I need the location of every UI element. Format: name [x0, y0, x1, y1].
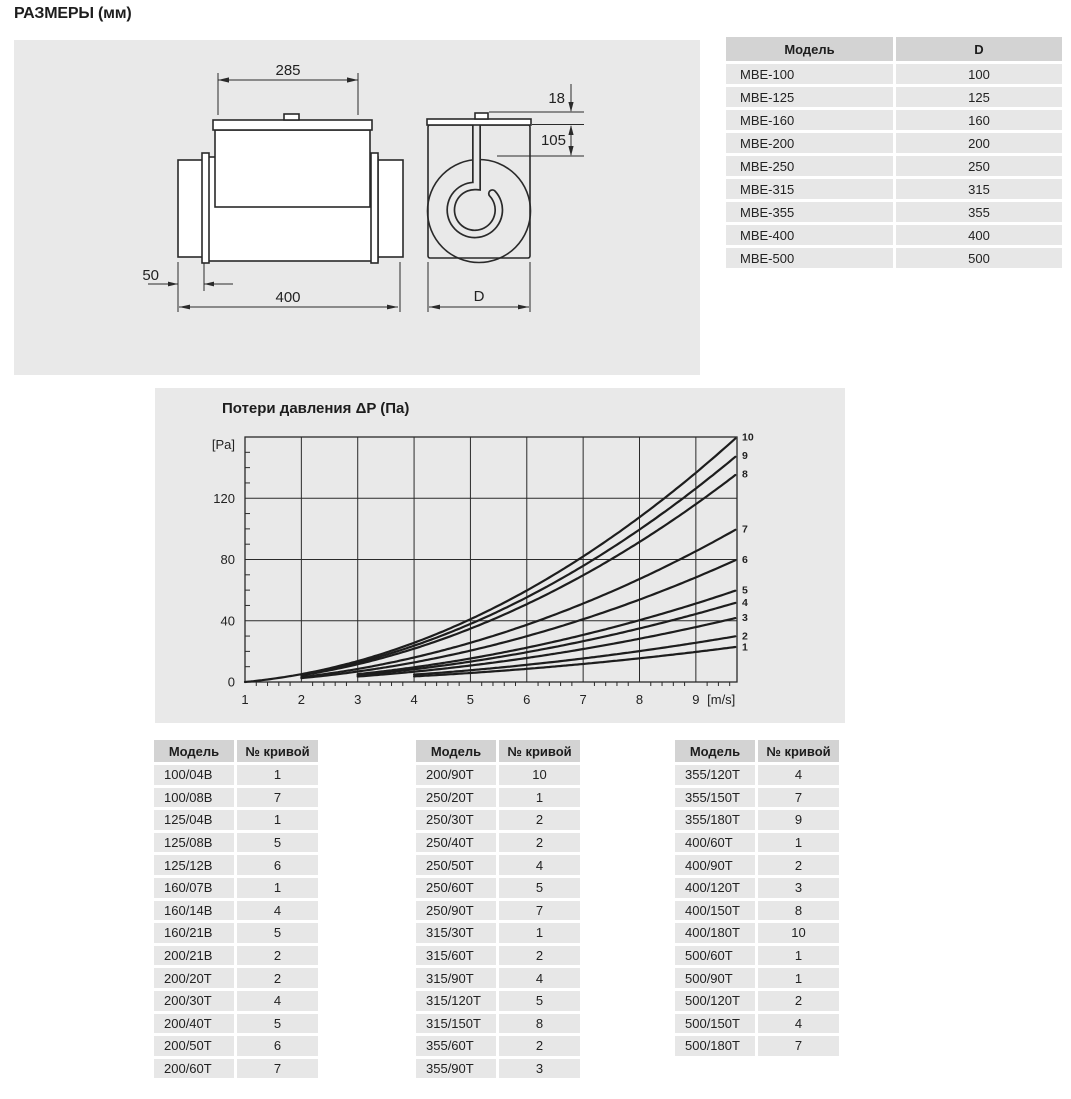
value-cell: 1 [499, 923, 580, 943]
header-cell: D [896, 37, 1062, 61]
model-cell: 400/180T [675, 923, 755, 943]
table-row [154, 923, 318, 943]
arrow-down-icon [568, 102, 573, 112]
table-row [675, 788, 839, 808]
model-cell: 200/90T [416, 765, 496, 785]
value-cell: 7 [237, 1059, 318, 1079]
lid-nub [284, 114, 299, 120]
value-cell: 4 [758, 1014, 839, 1034]
model-cell: 500/90T [675, 968, 755, 988]
table-row [726, 110, 1062, 130]
model-cell: 400/150T [675, 901, 755, 921]
header-cell: Модель [675, 740, 755, 762]
table-row [675, 810, 839, 830]
model-cell: 250/50T [416, 855, 496, 875]
value-cell: 125 [896, 87, 1062, 107]
model-cell: MBE-355 [726, 202, 893, 222]
table-row [675, 765, 839, 785]
y-axis-unit: [Pa] [211, 437, 235, 452]
x-tick-label: 3 [354, 692, 362, 707]
dim-lid-height: 18 [548, 90, 565, 107]
dim-total-length: 400 [275, 289, 301, 306]
table-row [726, 87, 1062, 107]
model-cell: MBE-500 [726, 248, 893, 268]
flange-left [202, 153, 209, 263]
value-cell: 160 [896, 110, 1062, 130]
x-axis-unit: [m/s] [707, 692, 736, 707]
value-cell: 6 [237, 1036, 318, 1056]
terminal-box-lid [213, 120, 372, 130]
table-row [726, 156, 1062, 176]
model-cell: MBE-160 [726, 110, 893, 130]
header-cell: № кривой [499, 740, 580, 762]
arrow-left-icon [179, 305, 190, 310]
model-cell: 200/50T [154, 1036, 234, 1056]
y-tick-label: 0 [227, 674, 235, 690]
model-cell: 200/60T [154, 1059, 234, 1079]
model-cell: MBE-125 [726, 87, 893, 107]
dimension-drawing [14, 40, 700, 375]
arrow-right-icon [347, 77, 358, 82]
curve-label-2: 2 [742, 630, 748, 643]
table-row [416, 991, 580, 1011]
table-row [154, 855, 318, 875]
value-cell: 1 [237, 878, 318, 898]
x-tick-label: 4 [410, 692, 418, 707]
value-cell: 4 [499, 968, 580, 988]
model-cell: MBE-315 [726, 179, 893, 199]
header-cell: Модель [726, 37, 893, 61]
value-cell: 2 [499, 946, 580, 966]
x-tick-label: 2 [297, 692, 305, 707]
model-cell: 200/20T [154, 968, 234, 988]
model-cell: 355/180T [675, 810, 755, 830]
table-row [154, 946, 318, 966]
pressure-loss-chart [155, 388, 845, 723]
table-row [675, 901, 839, 921]
table-row [154, 765, 318, 785]
terminal-box [215, 130, 370, 207]
front-lid [427, 119, 531, 125]
model-diameter-table [726, 37, 1062, 268]
curve-label-8: 8 [742, 468, 748, 481]
y-tick-label: 40 [220, 613, 235, 629]
table-row [416, 878, 580, 898]
heating-element-core [451, 123, 499, 234]
table-row [416, 1059, 580, 1079]
value-cell: 2 [499, 1036, 580, 1056]
model-cell: 125/08B [154, 833, 234, 853]
table-row [726, 225, 1062, 245]
value-cell: 250 [896, 156, 1062, 176]
table-row [416, 1036, 580, 1056]
table-row [416, 901, 580, 921]
model-cell: 125/12B [154, 855, 234, 875]
table-row [675, 946, 839, 966]
model-cell: 500/120T [675, 991, 755, 1011]
model-cell: 160/21B [154, 923, 234, 943]
y-tick-label: 120 [213, 490, 235, 506]
value-cell: 355 [896, 202, 1062, 222]
value-cell: 3 [758, 878, 839, 898]
table-row [154, 810, 318, 830]
table-row [675, 968, 839, 988]
model-cell: 315/60T [416, 946, 496, 966]
value-cell: 2 [237, 968, 318, 988]
x-tick-label: 5 [466, 692, 475, 707]
value-cell: 7 [499, 901, 580, 921]
value-cell: 5 [499, 991, 580, 1011]
value-cell: 10 [499, 765, 580, 785]
chart-title: Потери давления ΔP (Па) [222, 400, 410, 417]
dim-width-top: 285 [275, 62, 301, 79]
table-row [416, 833, 580, 853]
curve-table-2 [416, 740, 580, 1078]
model-cell: 315/120T [416, 991, 496, 1011]
table-row [416, 923, 580, 943]
value-cell: 8 [499, 1014, 580, 1034]
curve-label-6: 6 [742, 554, 748, 566]
model-cell: 500/60T [675, 946, 755, 966]
model-cell: 200/30T [154, 991, 234, 1011]
model-cell: 500/150T [675, 1014, 755, 1034]
value-cell: 2 [499, 810, 580, 830]
curve-label-4: 4 [742, 596, 748, 609]
model-cell: 400/90T [675, 855, 755, 875]
curve-label-7: 7 [742, 523, 748, 536]
model-cell: 125/04B [154, 810, 234, 830]
value-cell: 5 [237, 1014, 318, 1034]
header-cell: № кривой [758, 740, 839, 762]
value-cell: 1 [499, 788, 580, 808]
value-cell: 4 [237, 901, 318, 921]
flange-right [371, 153, 378, 263]
dimensions-drawing-panel [14, 40, 700, 375]
table-row [675, 923, 839, 943]
arrow-right-icon [387, 305, 398, 310]
table-row [675, 878, 839, 898]
model-cell: 250/30T [416, 810, 496, 830]
curve-label-1: 1 [742, 641, 748, 654]
table-row [416, 968, 580, 988]
table-row [154, 878, 318, 898]
table-row [416, 946, 580, 966]
value-cell: 10 [758, 923, 839, 943]
arrow-down-icon [568, 146, 573, 156]
dim-box-height: 105 [540, 132, 566, 149]
value-cell: 1 [758, 968, 839, 988]
value-cell: 7 [237, 788, 318, 808]
table-row [726, 202, 1062, 222]
value-cell: 9 [758, 810, 839, 830]
value-cell: 7 [758, 788, 839, 808]
value-cell: 1 [237, 810, 318, 830]
arrow-right-icon [168, 282, 178, 287]
table-row [726, 64, 1062, 84]
header-cell: Модель [416, 740, 496, 762]
model-cell: 400/60T [675, 833, 755, 853]
table-row [416, 765, 580, 785]
model-cell: 355/120T [675, 765, 755, 785]
model-cell: 355/150T [675, 788, 755, 808]
table-row [675, 1036, 839, 1056]
page-title: РАЗМЕРЫ (мм) [14, 5, 132, 22]
table-row [416, 788, 580, 808]
curve-table-1 [154, 740, 318, 1078]
value-cell: 400 [896, 225, 1062, 245]
value-cell: 7 [758, 1036, 839, 1056]
model-cell: 355/90T [416, 1059, 496, 1079]
model-cell: 100/08B [154, 788, 234, 808]
value-cell: 5 [499, 878, 580, 898]
model-cell: MBE-100 [726, 64, 893, 84]
value-cell: 1 [237, 765, 318, 785]
table-row [675, 833, 839, 853]
x-tick-label: 6 [523, 692, 531, 707]
model-cell: 250/60T [416, 878, 496, 898]
curve-label-5: 5 [742, 584, 748, 597]
x-tick-label: 1 [241, 692, 249, 707]
curve-9 [301, 457, 735, 675]
model-cell: 315/90T [416, 968, 496, 988]
value-cell: 1 [758, 833, 839, 853]
table-row [154, 968, 318, 988]
value-cell: 5 [237, 833, 318, 853]
x-tick-label: 7 [579, 692, 587, 707]
value-cell: 6 [237, 855, 318, 875]
curve-label-10: 10 [742, 431, 754, 444]
x-tick-label: 8 [635, 692, 644, 707]
value-cell: 2 [237, 946, 318, 966]
curve-8 [301, 475, 735, 675]
table-row [726, 248, 1062, 268]
duct-stub-left [178, 160, 204, 257]
value-cell: 3 [499, 1059, 580, 1079]
model-cell: MBE-200 [726, 133, 893, 153]
value-cell: 2 [499, 833, 580, 853]
model-cell: 250/90T [416, 901, 496, 921]
curve-table-3 [675, 740, 839, 1056]
table-row [154, 1059, 318, 1079]
x-tick-label: 9 [692, 692, 700, 707]
curve-label-3: 3 [742, 612, 748, 625]
model-cell: MBE-400 [726, 225, 893, 245]
value-cell: 2 [758, 991, 839, 1011]
model-cell: 200/40T [154, 1014, 234, 1034]
table-row [154, 1014, 318, 1034]
arrow-left-icon [204, 282, 214, 287]
table-row [416, 855, 580, 875]
model-cell: 400/120T [675, 878, 755, 898]
model-cell: 250/40T [416, 833, 496, 853]
value-cell: 2 [758, 855, 839, 875]
model-cell: 200/21B [154, 946, 234, 966]
value-cell: 4 [499, 855, 580, 875]
table-row [416, 1014, 580, 1034]
value-cell: 4 [237, 991, 318, 1011]
value-cell: 4 [758, 765, 839, 785]
curve-label-9: 9 [742, 449, 748, 462]
table-row [154, 1036, 318, 1056]
arrow-right-icon [518, 305, 529, 310]
value-cell: 500 [896, 248, 1062, 268]
header-cell: № кривой [237, 740, 318, 762]
model-cell: 100/04B [154, 765, 234, 785]
model-cell: 160/07B [154, 878, 234, 898]
arrow-up-icon [568, 125, 573, 135]
model-cell: 355/60T [416, 1036, 496, 1056]
arrow-left-icon [429, 305, 440, 310]
value-cell: 200 [896, 133, 1062, 153]
header-cell: Модель [154, 740, 234, 762]
model-cell: 250/20T [416, 788, 496, 808]
arrow-left-icon [218, 77, 229, 82]
table-row [726, 133, 1062, 153]
value-cell: 5 [237, 923, 318, 943]
dim-duct-offset: 50 [142, 267, 159, 284]
model-cell: 160/14B [154, 901, 234, 921]
pressure-loss-panel [155, 388, 845, 723]
value-cell: 1 [758, 946, 839, 966]
value-cell: 315 [896, 179, 1062, 199]
table-row [675, 1014, 839, 1034]
model-cell: 315/150T [416, 1014, 496, 1034]
table-row [154, 901, 318, 921]
table-row [416, 810, 580, 830]
table-row [726, 179, 1062, 199]
model-cell: 500/180T [675, 1036, 755, 1056]
dim-diameter: D [473, 288, 485, 305]
model-cell: MBE-250 [726, 156, 893, 176]
table-row [154, 788, 318, 808]
table-row [675, 855, 839, 875]
table-row [154, 833, 318, 853]
duct-stub-right [377, 160, 403, 257]
model-cell: 315/30T [416, 923, 496, 943]
value-cell: 8 [758, 901, 839, 921]
table-row [154, 991, 318, 1011]
front-lid-nub [475, 113, 488, 119]
y-tick-label: 80 [220, 552, 235, 567]
table-row [675, 991, 839, 1011]
value-cell: 100 [896, 64, 1062, 84]
